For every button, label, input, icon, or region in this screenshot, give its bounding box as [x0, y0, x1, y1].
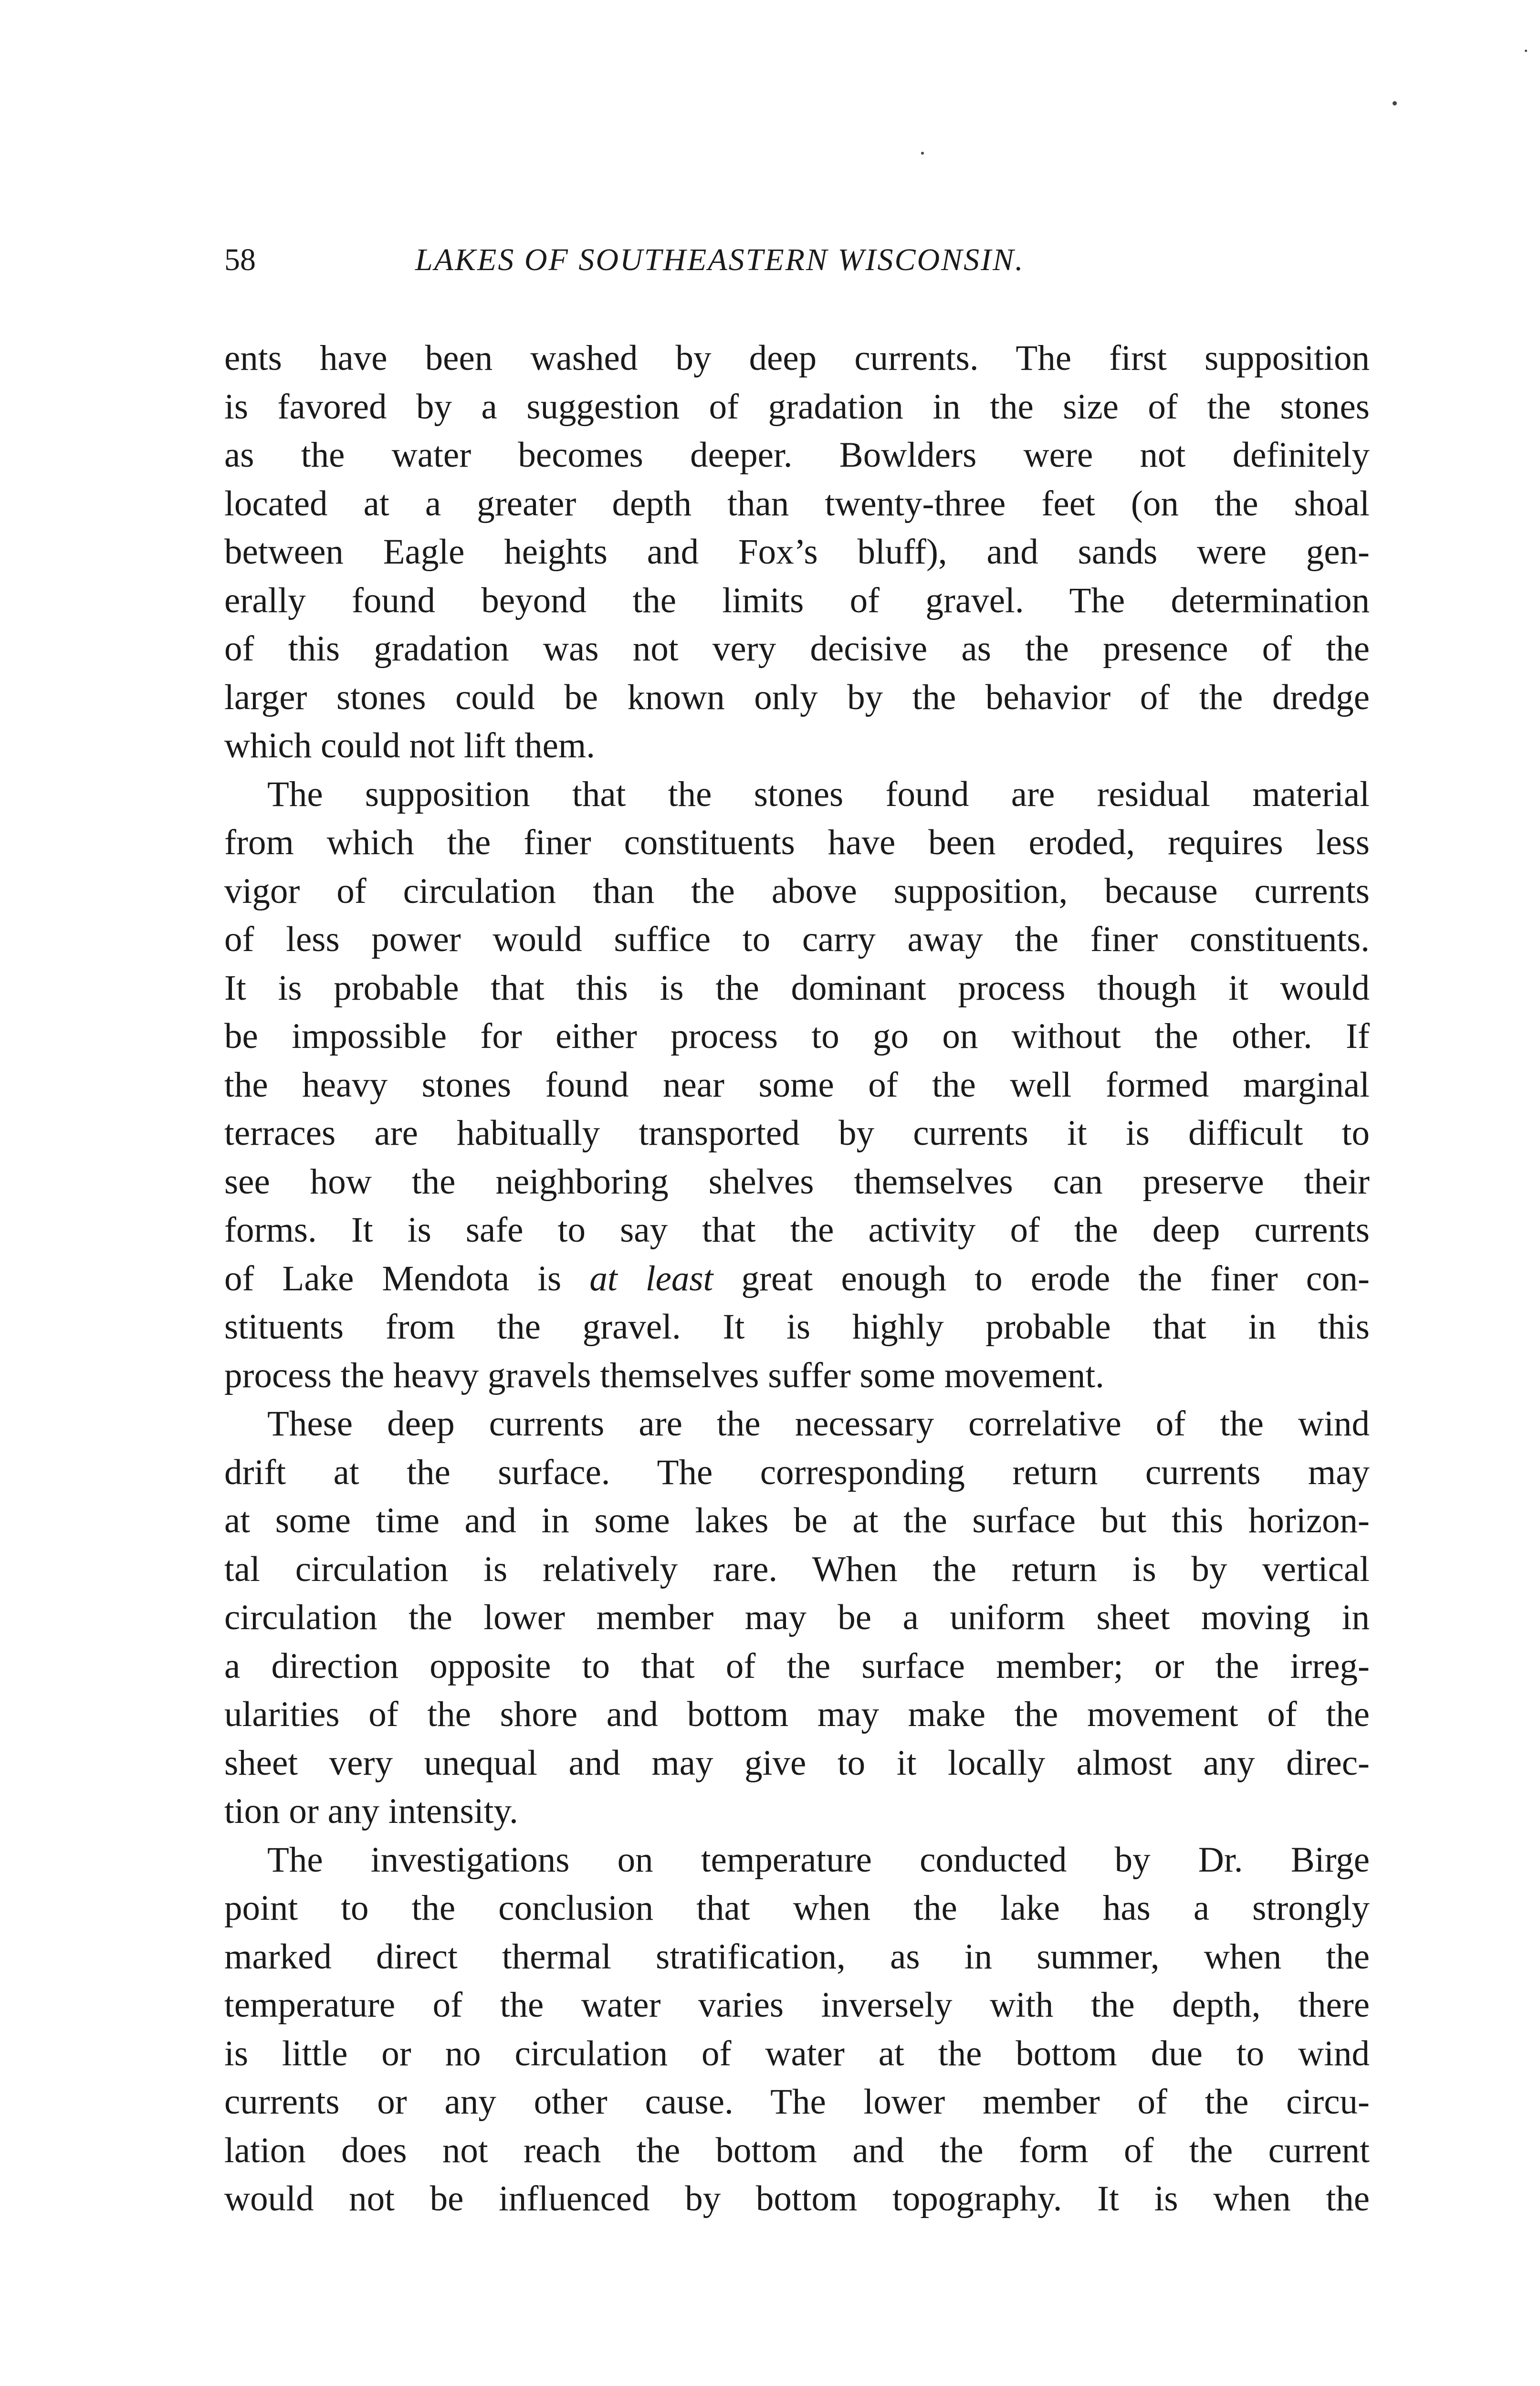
text-run: larger stones could be known only by the behavior of the dredge: [224, 677, 1370, 717]
text-line: [224, 1739, 1370, 1788]
running-title: LAKES OF SOUTHEASTERN WISCONSIN.: [415, 242, 1025, 277]
text-run: forms. It is safe to say that the activity of the deep currents: [224, 1210, 1370, 1250]
text-line: [224, 2126, 1370, 2175]
text-run: be impossible for either process to go on without the other. If: [224, 1016, 1370, 1056]
text-run: at some time and in some lakes be at the surface but this horizon-: [224, 1501, 1370, 1540]
text-run: process the heavy gravels themselves suffer some movement.: [224, 1355, 1104, 1395]
text-line: [224, 1787, 1370, 1836]
body-text: [224, 334, 1370, 2223]
text-line: [224, 867, 1370, 916]
text-run: the heavy stones found near some of the well formed marginal: [224, 1065, 1370, 1105]
text-line: [224, 383, 1370, 431]
page-number: 58: [224, 242, 256, 277]
scan-speck: [1393, 101, 1397, 105]
text-run: lation does not reach the bottom and the form of the current: [224, 2130, 1370, 2170]
text-run: ularities of the shore and bottom may make the movement of the: [224, 1695, 1370, 1734]
text-run: stituents from the gravel. It is highly probable that in this: [224, 1307, 1370, 1347]
text-line: [224, 1496, 1370, 1545]
text-run: marked direct thermal stratification, as in summer, when the: [224, 1936, 1370, 1977]
text-line: [224, 1981, 1370, 2030]
text-line: [224, 1642, 1370, 1691]
text-run: a direction opposite to that of the surface member; or the irreg-: [224, 1646, 1370, 1686]
text-run: It is probable that this is the dominant process though it would: [224, 968, 1370, 1008]
text-line: [224, 2030, 1370, 2078]
scan-speck: [921, 152, 924, 155]
text-line: [224, 1303, 1370, 1351]
text-run: The investigations on temperature conducted by Dr. Birge: [267, 1840, 1370, 1880]
text-line: [224, 1109, 1370, 1158]
text-line: [224, 1933, 1370, 1981]
text-line: [224, 1351, 1370, 1400]
text-line: [224, 673, 1370, 722]
text-line: [224, 722, 1370, 770]
text-line: [224, 818, 1370, 867]
text-run: of this gradation was not very decisive as the presence of the: [224, 629, 1370, 669]
text-line: [224, 1206, 1370, 1255]
text-line: [224, 1061, 1370, 1109]
text-run: from which the finer constituents have been eroded, requires less: [224, 823, 1370, 862]
text-run: vigor of circulation than the above supposition, because currents: [224, 871, 1370, 911]
text-line: [224, 334, 1370, 383]
text-line: [224, 964, 1370, 1013]
text-line: [224, 1255, 1370, 1303]
scan-speck: [1525, 50, 1527, 52]
text-line: [224, 1158, 1370, 1206]
text-run: These deep currents are the necessary correlative of the wind: [267, 1404, 1370, 1444]
text-line: [224, 915, 1370, 964]
text-line: [224, 1690, 1370, 1739]
text-line: [224, 2175, 1370, 2223]
text-run: tion or any intensity.: [224, 1791, 518, 1831]
text-run: is little or no circulation of water at the bottom due to wind: [224, 2033, 1370, 2073]
text-line: [224, 1012, 1370, 1061]
text-run: tal circulation is relatively rare. When the return is by vertical: [224, 1549, 1370, 1589]
text-line: [224, 576, 1370, 625]
text-line: [224, 431, 1370, 480]
text-run: located at a greater depth than twenty-three feet (on the shoal: [224, 483, 1370, 523]
text-line: [224, 528, 1370, 576]
text-run: of less power would suffice to carry away the finer constituents.: [224, 920, 1370, 959]
text-run: drift at the surface. The corresponding return currents may: [224, 1452, 1370, 1492]
text-line: [224, 1400, 1370, 1448]
text-line: [224, 770, 1370, 819]
text-run: as the water becomes deeper. Bowlders were not definitely: [224, 435, 1370, 475]
text-run: would not be influenced by bottom topography. It is when the: [224, 2179, 1370, 2219]
text-run: between Eagle heights and Fox’s bluff), and sands were gen-: [224, 532, 1370, 572]
text-run: sheet very unequal and may give to it locally almost any direc-: [224, 1743, 1370, 1783]
text-line: [224, 1884, 1370, 1933]
text-run: ents have been washed by deep currents. The first supposition: [224, 338, 1370, 378]
text-run: see how the neighboring shelves themselves can preserve their: [224, 1162, 1370, 1202]
text-run: circulation the lower member may be a uniform sheet moving in: [224, 1598, 1370, 1637]
running-head: [224, 234, 1370, 286]
text-run: temperature of the water varies inversely with the depth, there: [224, 1985, 1370, 2025]
text-line: [224, 1836, 1370, 1884]
text-run: The supposition that the stones found are residual material: [267, 774, 1370, 814]
text-run: point to the conclusion that when the lake has a strongly: [224, 1888, 1370, 1928]
text-run: currents or any other cause. The lower member of the circu-: [224, 2082, 1370, 2122]
text-run: great enough to erode the finer con-: [713, 1258, 1370, 1298]
emphasis-text: at least: [589, 1258, 713, 1298]
text-run: which could not lift them.: [224, 726, 595, 765]
text-line: [224, 2078, 1370, 2126]
text-run: erally found beyond the limits of gravel. The determination: [224, 580, 1370, 620]
text-line: [224, 1545, 1370, 1594]
text-line: [224, 480, 1370, 528]
text-run: is favored by a suggestion of gradation in the size of the stones: [224, 387, 1370, 427]
text-run: terraces are habitually transported by currents it is difficult to: [224, 1113, 1370, 1153]
text-line: [224, 1593, 1370, 1642]
text-run: of Lake Mendota is: [224, 1258, 590, 1298]
text-line: [224, 625, 1370, 673]
text-line: [224, 1448, 1370, 1497]
